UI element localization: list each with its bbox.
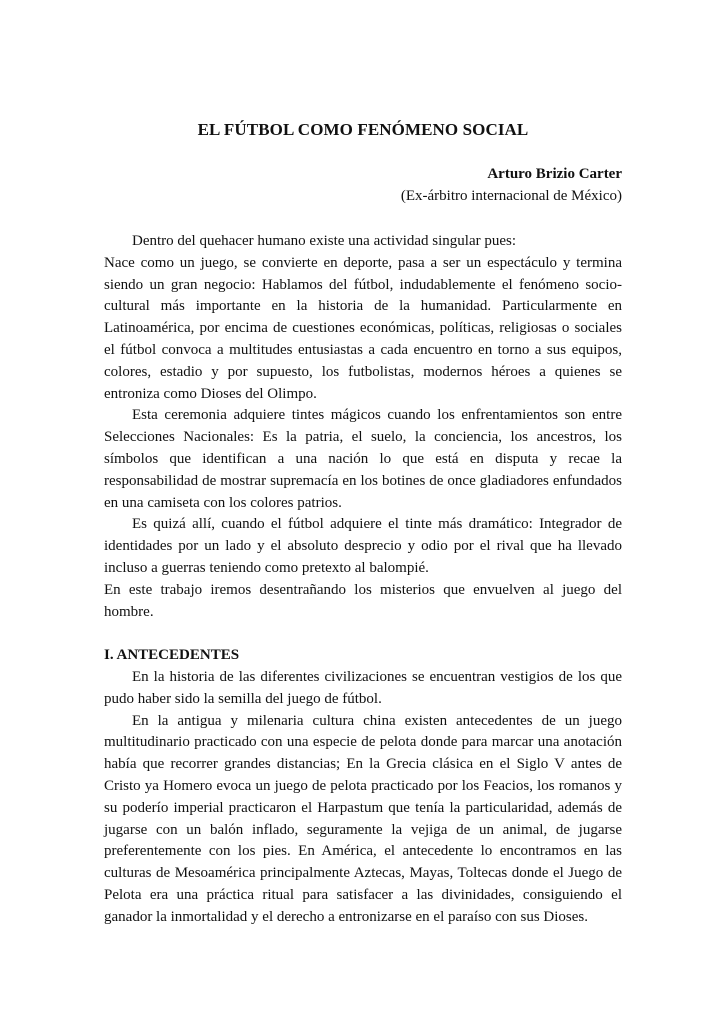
section-spacer <box>104 623 622 645</box>
document-body <box>104 231 622 929</box>
intro-paragraph-4: En este trabajo iremos desentrañando los misterios que envuelven al juego del hombre. <box>104 581 622 620</box>
author-name: Arturo Brizio Carter <box>487 166 622 182</box>
intro-paragraph-2: Esta ceremonia adquiere tintes mágicos cuando los enfrentamientos son entre Selecciones Nacionales: Es la patria, el suelo, la conciencia, los ancestros, los símbolos que identifican a una nación lo que está en disputa y recae la responsabilidad de mostrar supremacía en los botines de once gladiadores enfundados en una camiseta con los colores patrios. <box>104 407 622 511</box>
intro-paragraph-1: Nace como un juego, se convierte en deporte, pasa a ser un espectáculo y termina siendo un gran negocio: Hablamos del fútbol, indudablemente el fenómeno socio-cultural más importante en la historia de la humanidad. Particularmente en Latinoamérica, por encima de cuestiones económicas, políticas, religiosas o sociales el fútbol convoca a multitudes entusiastas a cada encuentro en torno a sus equipos, colores, estadio y por supuesto, los futbolistas, modernos héroes a quienes se entroniza como Dioses del Olimpo. <box>104 254 622 402</box>
intro-paragraph-opening: Dentro del quehacer humano existe una actividad singular pues: <box>132 233 517 249</box>
section-heading-antecedentes: I. ANTECEDENTES <box>104 647 240 664</box>
document-title: EL FÚTBOL COMO FENÓMENO SOCIAL <box>197 120 529 139</box>
section1-paragraph-1: En la historia de las diferentes civilizaciones se encuentran vestigios de los que pudo haber sido la semilla del juego de fútbol. <box>104 668 622 707</box>
intro-paragraph-3: Es quizá allí, cuando el fútbol adquiere el tinte más dramático: Integrador de identidades por un lado y el absoluto desprecio y odio por el rival que ha llevado incluso a guerras teniendo como pretexto al balompié. <box>104 516 622 576</box>
author-affiliation: (Ex-árbitro internacional de México) <box>400 188 622 204</box>
section1-paragraph-2: En la antigua y milenaria cultura china existen antecedentes de un juego multitudinario practicado con una especie de pelota donde para marcar una anotación había que recorrer grandes distancias; En la Grecia clásica en el Siglo V antes de Cristo ya Homero evoca un juego de pelota practicado por los Feacios, los romanos y su poderío imperial practicaron el Harpastum que tenía la particularidad, además de jugarse con un balón inflado, seguramente la vejiga de un animal, de jugarse preferentemente con los pies. En América, el antecedente lo encontramos en las culturas de Mesoamérica principalmente Aztecas, Mayas, Toltecas donde el Juego de Pelota era una práctica ritual para satisfacer a las divinidades, consiguiendo el ganador la inmortalidad y el derecho a entronizarse en el paraíso con sus Dioses. <box>104 712 622 925</box>
